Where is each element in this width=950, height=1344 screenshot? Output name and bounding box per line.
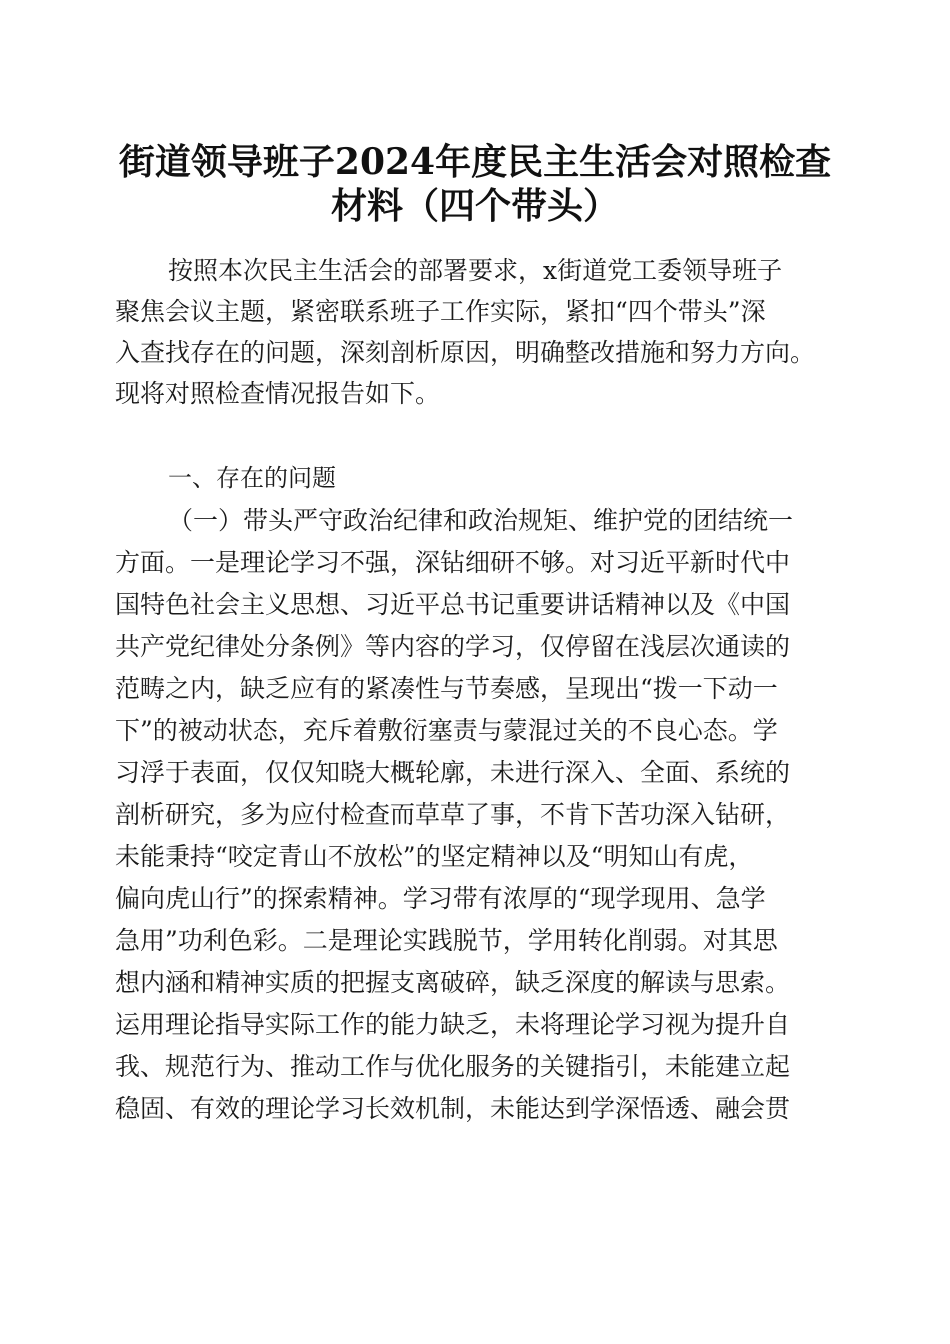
paragraph-line: 急用”功利色彩。二是理论实践脱节，学用转化削弱。对其思 [115, 926, 778, 955]
intro-line: 按照本次民主生活会的部署要求，x街道党工委领导班子 [168, 256, 783, 285]
document-title-line-2: 材料（四个带头） [330, 185, 619, 227]
paragraph-line: 稳固、有效的理论学习长效机制，未能达到学深悟透、融会贯 [115, 1094, 791, 1123]
section-heading: 一、存在的问题 [168, 464, 336, 492]
intro-line: 聚焦会议主题，紧密联系班子工作实际，紧扣“四个带头”深 [115, 297, 766, 326]
paragraph-line: 剖析研究，多为应付检查而草草了事，不肯下苦功深入钻研， [115, 800, 791, 829]
intro-line: 现将对照检查情况报告如下。 [115, 379, 441, 408]
paragraph-line: 共产党纪律处分条例》等内容的学习，仅停留在浅层次通读的 [115, 632, 791, 661]
paragraph-line: 习浮于表面，仅仅知晓大概轮廓，未进行深入、全面、系统的 [115, 758, 791, 787]
paragraph-line: 范畴之内，缺乏应有的紧凑性与节奏感，呈现出“拨一下动一 [115, 674, 778, 703]
paragraph-line: 下”的被动状态，充斥着敷衍塞责与蒙混过关的不良心态。学 [115, 716, 778, 745]
paragraph-line: 运用理论指导实际工作的能力缺乏，未将理论学习视为提升自 [115, 1010, 791, 1039]
paragraph-line: 未能秉持“咬定青山不放松”的坚定精神以及“明知山有虎， [115, 842, 754, 871]
paragraph-line: 国特色社会主义思想、习近平总书记重要讲话精神以及《中国 [115, 590, 791, 619]
intro-line: 入查找存在的问题，深刻剖析原因，明确整改措施和努力方向。 [115, 338, 816, 367]
paragraph-line: 偏向虎山行”的探索精神。学习带有浓厚的“现学现用、急学 [115, 884, 766, 913]
document-title-line-1: 街道领导班子2024年度民主生活会对照检查 [118, 141, 832, 183]
paragraph-line: 想内涵和精神实质的把握支离破碎，缺乏深度的解读与思索。 [115, 968, 791, 997]
paragraph-line: 方面。一是理论学习不强，深钻细研不够。对习近平新时代中 [115, 548, 791, 577]
paragraph-line: 我、规范行为、推动工作与优化服务的关键指引，未能建立起 [115, 1052, 791, 1081]
paragraph-line: （一）带头严守政治纪律和政治规矩、维护党的团结统一 [168, 506, 794, 535]
